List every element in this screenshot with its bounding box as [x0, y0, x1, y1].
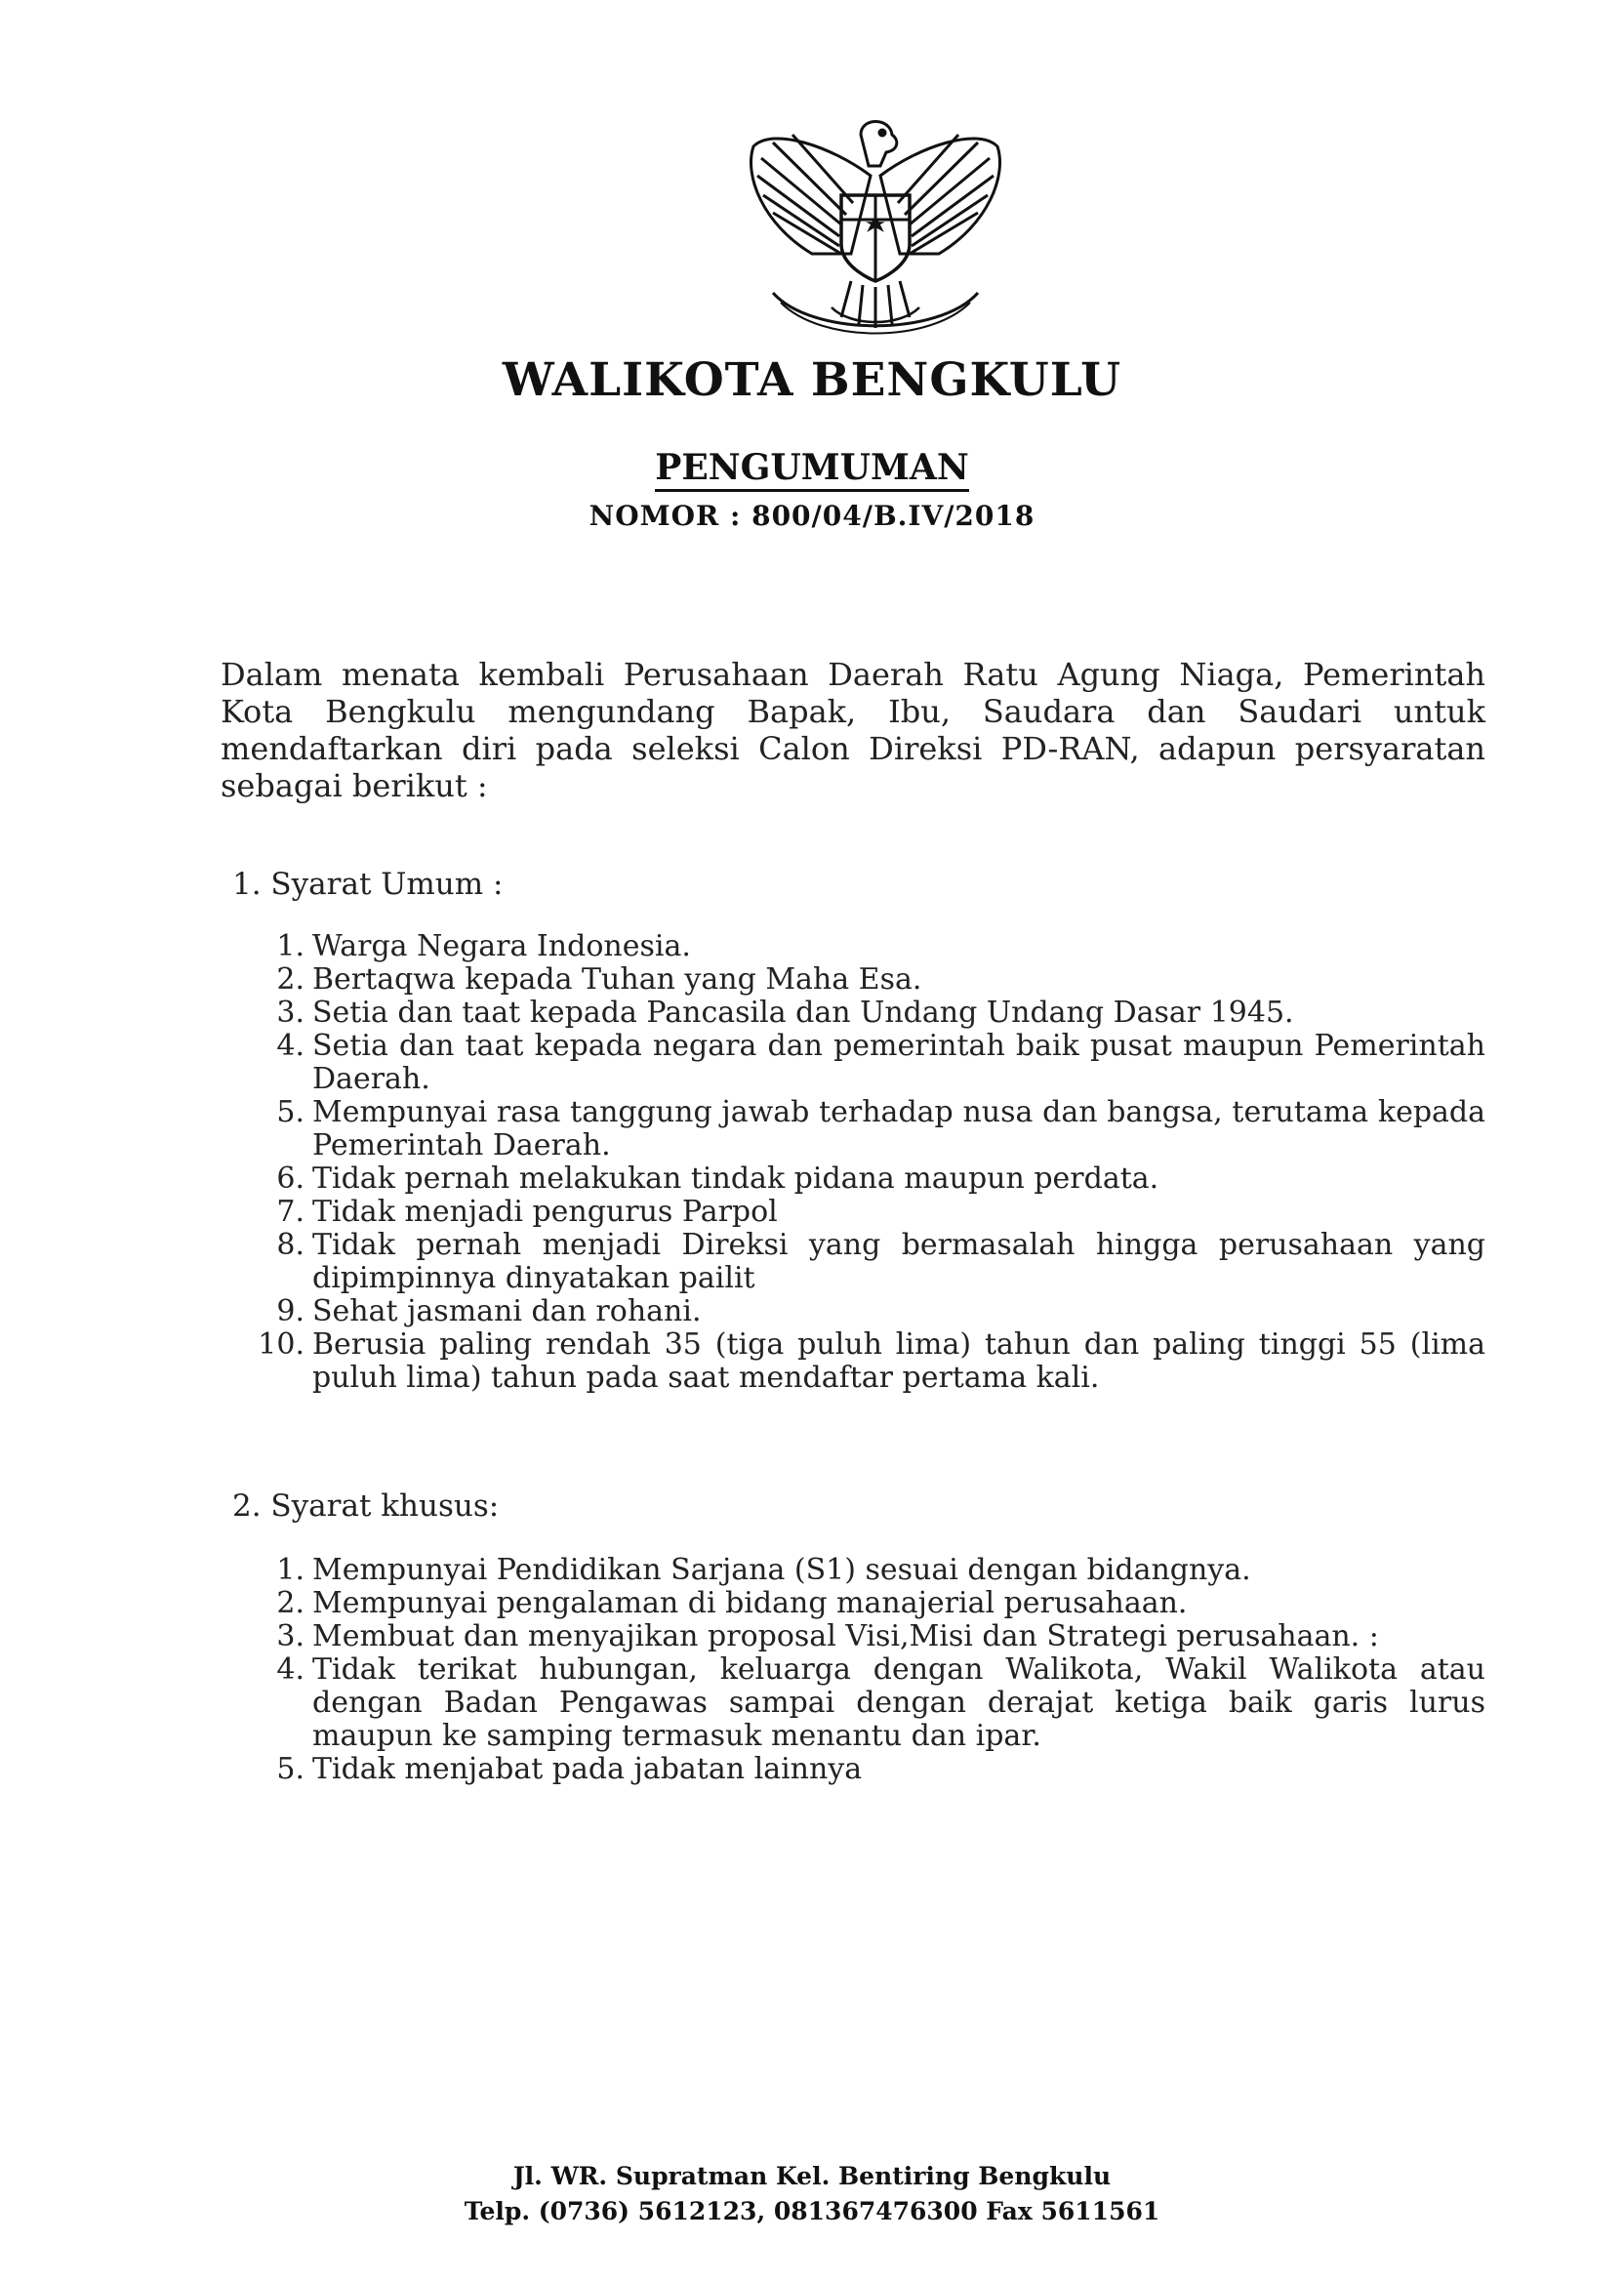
list-item: 3. Membuat dan menyajikan proposal Visi,Misi dan Strategi perusahaan. :	[276, 1619, 1379, 1653]
special-requirements-list	[254, 1554, 1485, 1786]
general-requirements-list	[254, 930, 1485, 1395]
list-item: 6. Tidak pernah melakukan tindak pidana maupun perdata.	[276, 1161, 1159, 1196]
list-item: 1. Warga Negara Indonesia.	[276, 929, 691, 963]
list-item: 10. Berusia paling rendah 35 (tiga puluh lima) tahun dan paling tinggi 55 (lima puluh lima) tahun pada saat mendaftar pertama kali.	[258, 1327, 1485, 1395]
intro-paragraph: Dalam menata kembali Perusahaan Daerah Ratu Agung Niaga, Pemerintah Kota Bengkulu mengundang Bapak, Ibu, Saudara dan Saudari untuk mendaftarkan diri pada seleksi Calon Direksi PD-RAN, adapun persyaratan sebagai berikut :	[221, 656, 1485, 804]
list-item: 2. Mempunyai pengalaman di bidang manajerial perusahaan.	[276, 1586, 1188, 1620]
section-heading-general: 1. Syarat Umum :	[232, 867, 504, 902]
list-item: 5. Tidak menjabat pada jabatan lainnya	[276, 1752, 863, 1786]
list-item: 4. Tidak terikat hubungan, keluarga dengan Walikota, Wakil Walikota atau dengan Badan Pengawas sampai dengan derajat ketiga baik garis lurus maupun ke samping termasuk menantu dan ipar.	[276, 1652, 1485, 1753]
list-item: 1. Mempunyai Pendidikan Sarjana (S1) sesuai dengan bidangnya.	[276, 1553, 1251, 1587]
list-item: 7. Tidak menjadi pengurus Parpol	[276, 1195, 778, 1229]
list-item: 5. Mempunyai rasa tanggung jawab terhadap nusa dan bangsa, terutama kepada Pemerintah Daerah.	[276, 1095, 1485, 1162]
list-item: 3. Setia dan taat kepada Pancasila dan Undang Undang Dasar 1945.	[276, 996, 1294, 1030]
footer-contact: Telp. (0736) 5612123, 081367476300 Fax 5611561	[464, 2197, 1160, 2225]
list-item: 8. Tidak pernah menjadi Direksi yang bermasalah hingga perusahaan yang dipimpinnya dinyatakan pailit	[276, 1228, 1485, 1295]
list-item: 4. Setia dan taat kepada negara dan pemerintah baik pusat maupun Pemerintah Daerah.	[276, 1029, 1485, 1096]
footer	[0, 2159, 1624, 2229]
doc-type-heading: PENGUMUMAN	[0, 447, 1624, 488]
org-title: WALIKOTA BENGKULU	[502, 353, 1122, 407]
garuda-emblem-icon	[734, 107, 1017, 351]
list-item: 9. Sehat jasmani dan rohani.	[276, 1294, 702, 1328]
list-item: 2. Bertaqwa kepada Tuhan yang Maha Esa.	[276, 962, 922, 997]
doc-number: NOMOR : 800/04/B.IV/2018	[589, 500, 1035, 532]
footer-address: Jl. WR. Supratman Kel. Bentiring Bengkulu	[512, 2162, 1112, 2190]
section-heading-special: 2. Syarat khusus:	[232, 1488, 500, 1524]
